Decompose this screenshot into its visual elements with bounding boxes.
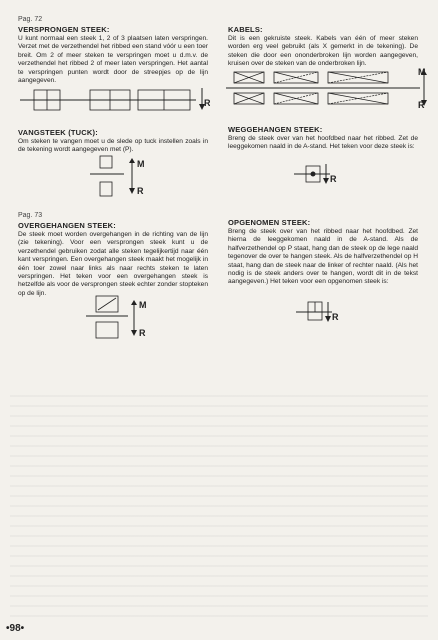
label-r: R — [139, 328, 146, 338]
section-body: De steek moet worden overgehangen in de richting van de lijn (zie tekening). Voor een versprongen steek kunt u de verzethendel gebruiken zodat alle steken tegelijkertijd naar één kant verspringen. Een overgehangen steek maakt het mogelijk in één toer zowel naar links als naar rechts steken te laten verspringen. Het teken voor een overgehangen steek is hetzelfde als voor de versprongen steek echter zonder stopteken op de lijn. — [18, 231, 208, 297]
section-title: WEGGEHANGEN STEEK: — [228, 125, 323, 134]
label-r: R — [137, 186, 144, 196]
page-number: •98• — [6, 623, 25, 634]
show-through-area — [10, 395, 428, 620]
label-r: R — [418, 100, 425, 108]
section-body: Om steken te vangen moet u de slede op tuck instellen zoals in de tekening wordt aangegeven met (P). — [18, 138, 208, 154]
label-r: R — [204, 98, 210, 108]
label-r: R — [330, 174, 337, 184]
section-title: KABELS: — [228, 25, 263, 34]
section-title: OVERGEHANGEN STEEK: — [18, 221, 116, 230]
weggehangen-steek-diagram — [290, 160, 350, 190]
section-body: Breng de steek over van het hoofdbed naar het ribbed. Zet de leeggekomen naald in de A-stand. Het teken voor deze steek is: — [228, 135, 418, 151]
vangsteek-diagram — [80, 154, 160, 200]
opgenomen-steek-diagram — [292, 298, 352, 328]
section-body: U kunt normaal een steek 1, 2 of 3 plaatsen laten verspringen. Verzet met de verzethendel het ribbed een stand vóór u een toer breit. Om 2 of meer steken te verspringen moet u d.m.v. de verzethendel het ribbed 2 of meer laten verspringen. Het aantal te verspringen punten wordt door de streepjes op de lijn aangegeven. — [18, 35, 208, 85]
section-title: VERSPRONGEN STEEK: — [18, 25, 110, 34]
section-opgenomen-steek — [228, 218, 418, 287]
section-title: OPGENOMEN STEEK: — [228, 218, 311, 227]
label-m: M — [137, 159, 145, 169]
section-verspongen-steek — [18, 16, 208, 85]
section-body: Breng de steek over van het ribbed naar het hoofdbed. Zet hierna de leeggekomen naald in de A-stand. Als de halfverzethendel op P staat, hang dan de steek op de lege naald tegenover de over te hangen steek. Als de halfverzethendel op H staat, hang dan de steek naar de linker of rechter naald. (Als het nodig is de steek anders over te hangen, wordt dit in de tekst aangegeven.) Het teken voor een opgenomen steek is: — [228, 228, 418, 286]
section-body: Dit is een gekruiste steek. Kabels van één of meer steken worden erg veel gebruikt (als X gemerkt in de tekening). De steken die door een ononderbroken lijn worden aangegeven, kruisen over de steken van de onderbroken lijn. — [228, 35, 418, 68]
overgehangen-steek-diagram — [80, 294, 160, 342]
label-m: M — [418, 68, 426, 77]
section-kabels — [228, 25, 418, 69]
section-overgehangen-steek — [18, 212, 208, 298]
section-vangsteek — [18, 128, 208, 155]
label-r: R — [332, 312, 339, 322]
page-ref: Pag. 73 — [18, 212, 43, 219]
label-m: M — [139, 300, 147, 310]
kabels-diagram — [226, 68, 432, 108]
versprongen-steek-diagram — [20, 86, 210, 114]
section-title: VANGSTEEK (TUCK): — [18, 128, 98, 137]
page-ref: Pag. 72 — [18, 16, 43, 23]
section-weggehangen-steek — [228, 125, 418, 152]
